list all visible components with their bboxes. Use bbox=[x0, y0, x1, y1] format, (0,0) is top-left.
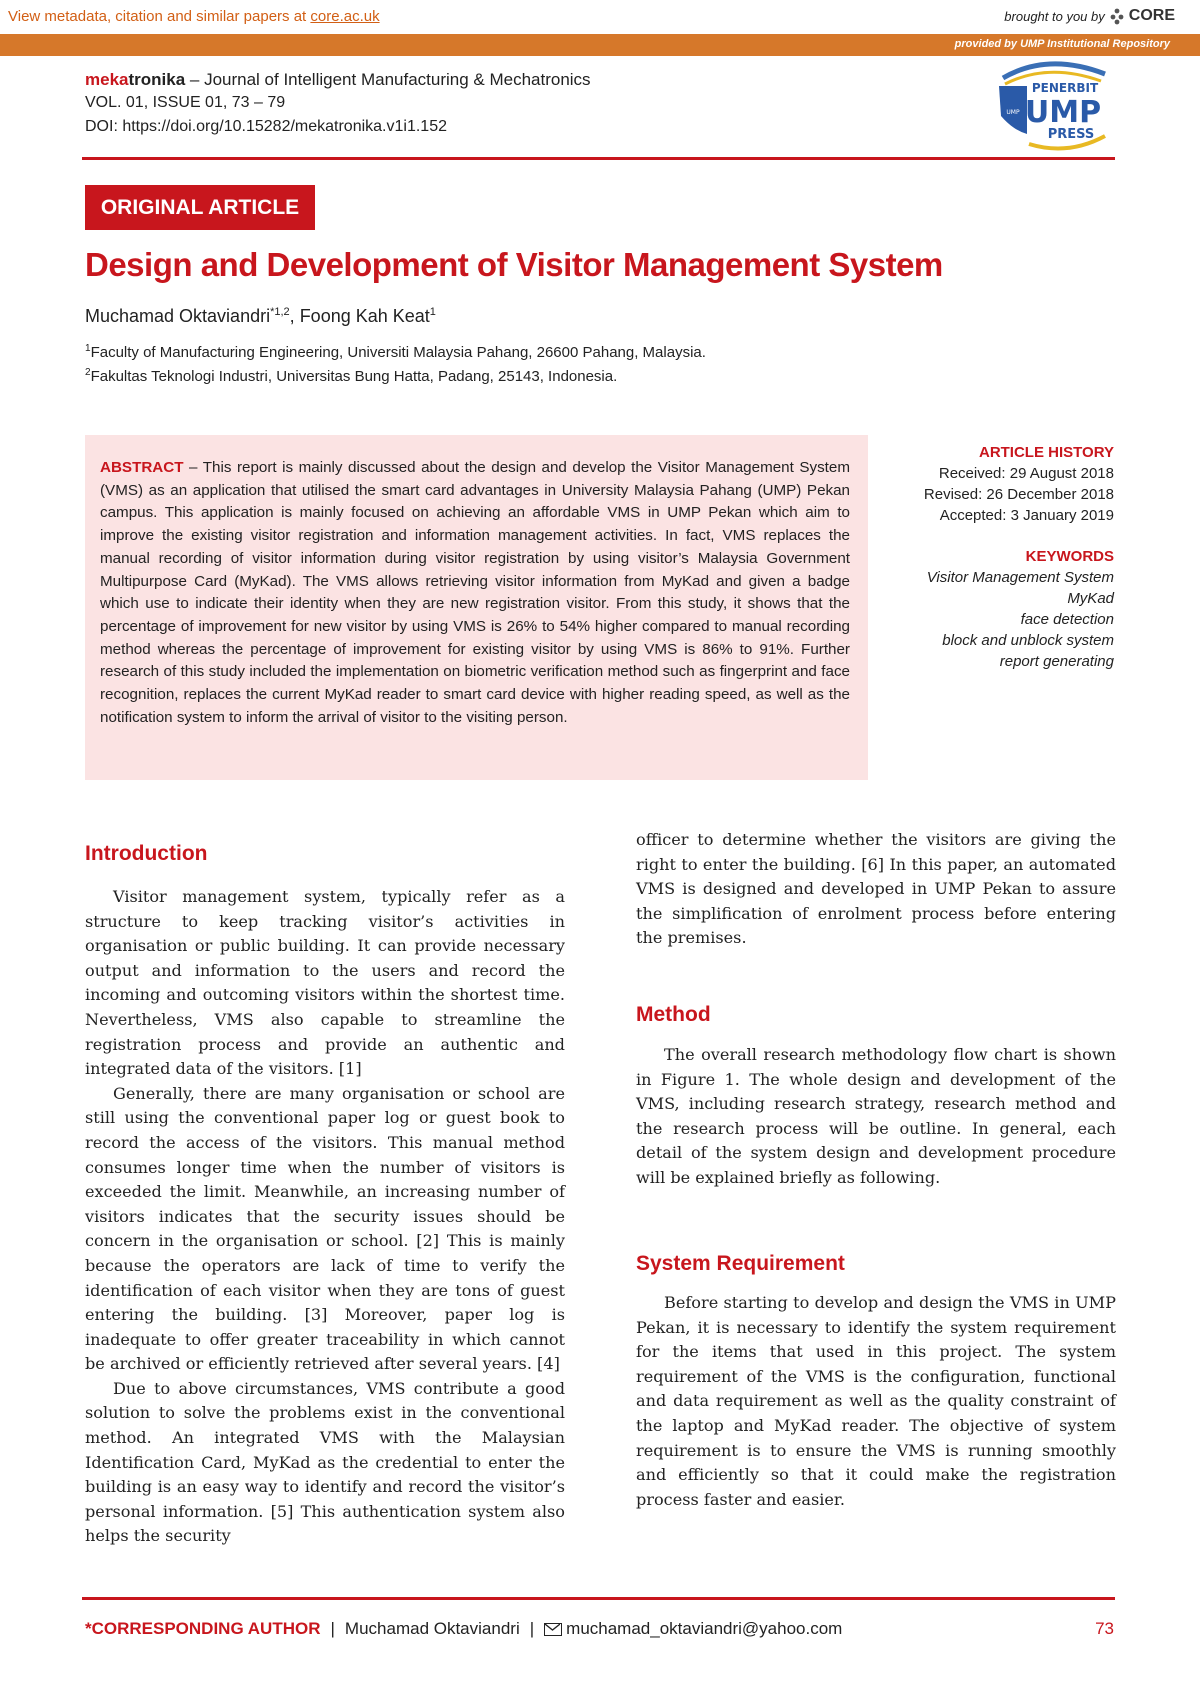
core-link-prefix: View metadata, citation and similar papers at bbox=[8, 8, 311, 25]
affiliation-2 bbox=[85, 367, 617, 385]
paper-title: Design and Development of Visitor Management System bbox=[85, 246, 943, 283]
affiliation-text: Fakultas Teknologi Industri, Universitas Bung Hatta, Padang, 25143, Indonesia. bbox=[90, 368, 618, 385]
received-date: Received: 29 August 2018 bbox=[938, 465, 1114, 482]
core-link-url[interactable]: core.ac.uk bbox=[310, 8, 380, 25]
author-name: Foong Kah Keat bbox=[299, 306, 430, 326]
email-icon bbox=[544, 1623, 562, 1636]
core-logo-icon bbox=[1109, 7, 1125, 25]
system-requirement-heading: System Requirement bbox=[636, 1252, 845, 1275]
accepted-date: Accepted: 3 January 2019 bbox=[939, 507, 1114, 524]
author-affil-marker: *1,2 bbox=[270, 306, 290, 318]
abstract bbox=[100, 457, 850, 729]
footer-divider-bar: | bbox=[330, 1619, 335, 1638]
author-list bbox=[85, 306, 436, 327]
core-metadata-link[interactable] bbox=[8, 8, 380, 25]
journal-brand-part1: meka bbox=[85, 70, 129, 89]
introduction-continuation bbox=[636, 828, 1116, 951]
logo-sub-text: PRESS bbox=[1047, 127, 1095, 142]
keyword-item: face detection bbox=[1020, 611, 1114, 628]
logo-top-text: PENERBIT bbox=[1031, 81, 1099, 95]
body-paragraph: Before starting to develop and design the VMS in UMP Pekan, it is necessary to identify the system requirement for the items that used in this project. The system requirement of the VMS is the configuration, functional and data requirement as well as the quality constraint of the laptop and MyKad reader. The objective of system requirement is to ensure the VMS is running smoothly and efficiently so that it could make the registration process faster and easier. bbox=[636, 1293, 1116, 1509]
affiliation-marker: 1 bbox=[85, 343, 91, 354]
author-affil-marker: 1 bbox=[429, 306, 436, 318]
corresponding-author-name: Muchamad Oktaviandri bbox=[344, 1619, 520, 1638]
affiliation-text: Faculty of Manufacturing Engineering, Universiti Malaysia Pahang, 26600 Pahang, Malaysia. bbox=[90, 344, 706, 361]
footer-divider bbox=[82, 1597, 1115, 1600]
author-name: Muchamad Oktaviandri bbox=[85, 306, 271, 326]
corresponding-author-footer bbox=[85, 1619, 842, 1639]
journal-full-name: – Journal of Intelligent Manufacturing & Mechatronics bbox=[185, 70, 591, 89]
article-history-heading: ARTICLE HISTORY bbox=[978, 444, 1114, 461]
keyword-item: MyKad bbox=[1067, 590, 1114, 607]
introduction-heading: Introduction bbox=[85, 842, 208, 865]
body-paragraph: officer to determine whether the visitors are giving the right to enter the building. [6] In this paper, an automated VMS is designed and developed in UMP Pekan to assure the simplification of enrolment process before entering the premises. bbox=[636, 830, 1116, 948]
logo-main-text: UMP bbox=[1024, 95, 1102, 130]
body-paragraph: Visitor management system, typically refer as a structure to keep tracking visitor’s activities in organisation or public building. It can provide necessary output and information to the users and record the incoming and outcoming visitors within the shortest time. Nevertheless, VMS also capable to streamline the registration process and provide an authentic and integrated data of the visitors. [1] bbox=[85, 887, 565, 1079]
page-number: 73 bbox=[1095, 1619, 1114, 1638]
keyword-item: Visitor Management System bbox=[926, 569, 1114, 586]
method-body bbox=[636, 1043, 1116, 1191]
core-brand[interactable] bbox=[1004, 7, 1175, 25]
article-type-badge: ORIGINAL ARTICLE bbox=[85, 185, 315, 230]
logo-side-text: UMP bbox=[1006, 109, 1020, 116]
footer-divider-bar: | bbox=[529, 1619, 535, 1638]
introduction-body bbox=[85, 885, 565, 1549]
provided-by-text[interactable]: provided by UMP Institutional Repository bbox=[954, 38, 1170, 50]
author-separator: , bbox=[289, 306, 300, 326]
keyword-item: report generating bbox=[999, 653, 1114, 670]
body-paragraph: Generally, there are many organisation or school are still using the conventional paper log or guest book to record the access of the visitors. This manual method consumes longer time when the number of visitors is exceeded the limit. Meanwhile, an increasing number of visitors indicates that the security issues should be concern in the organisation or school. [2] This is mainly because the operators are lack of time to verify the identification of each visitor when they are tons of guest entering the building. [3] Moreover, paper log is inadequate to offer greater traceability in which cannot be archived or efficiently retrieved after several years. [4] bbox=[85, 1083, 565, 1374]
journal-name bbox=[85, 70, 591, 90]
journal-volume: VOL. 01, ISSUE 01, 73 – 79 bbox=[85, 94, 286, 111]
keywords-heading: KEYWORDS bbox=[1025, 548, 1114, 565]
ump-press-logo bbox=[993, 56, 1115, 156]
repository-banner bbox=[0, 34, 1200, 56]
core-label: CORE bbox=[1128, 7, 1175, 24]
body-paragraph: Due to above circumstances, VMS contribute a good solution to solve the problems exist in the conventional method. An integrated VMS with the Malaysian Identification Card, MyKad as the credential to enter the building is an easy way to identify and record the visitor’s personal information. [5] This authentication system also helps the security bbox=[85, 1378, 565, 1546]
system-requirement-body bbox=[636, 1291, 1116, 1512]
header-divider bbox=[82, 157, 1115, 160]
brought-by-text: brought to you by bbox=[1004, 8, 1105, 24]
body-paragraph: The overall research methodology flow chart is shown in Figure 1. The whole design and development of the VMS, including research strategy, research method and the research process will be outline. In general, each detail of the system design and development procedure will be explained briefly as following. bbox=[636, 1045, 1116, 1187]
abstract-body: – This report is mainly discussed about the design and develop the Visitor Management System (VMS) as an application that utilised the smart card advantages in University Malaysia Pahang (UMP) Pekan campus. This application is mainly focused on achieving an affordable VMS in UMP Pekan which aim to improve the existing visitor registration and information management activities. In fact, VMS replaces the manual recording of visitor information during visitor registration by using visitor’s Malaysia Government Multipurpose Card (MyKad). The VMS allows retrieving visitor information from MyKad and given a badge which use to indicate their identity when they are new registration visitor. From this study, it shows that the percentage of improvement for new visitor by using VMS is 26% to 54% higher compared to manual recording method whereas the percentage of improvement for existing visitor by using VMS is 86% to 91%. Further research of this study included the implementation on biometric verification method such as fingerprint and face recognition, replaces the current MyKad reader to smart card device with higher reading speed, as well as the notification system to inform the arrival of visitor to the visiting person. bbox=[100, 459, 850, 726]
corresponding-author-email[interactable]: muchamad_oktaviandri@yahoo.com bbox=[566, 1619, 843, 1638]
doi-link[interactable]: DOI: https://doi.org/10.15282/mekatronika.v1i1.152 bbox=[85, 118, 447, 135]
keyword-item: block and unblock system bbox=[942, 632, 1114, 649]
revised-date: Revised: 26 December 2018 bbox=[923, 486, 1114, 503]
abstract-label: ABSTRACT bbox=[100, 459, 184, 476]
journal-brand-part2: tronika bbox=[128, 70, 186, 89]
affiliation-1 bbox=[85, 343, 706, 361]
method-heading: Method bbox=[636, 1003, 711, 1026]
affiliation-marker: 2 bbox=[85, 367, 91, 378]
corresponding-author-label: *CORRESPONDING AUTHOR bbox=[85, 1619, 321, 1638]
